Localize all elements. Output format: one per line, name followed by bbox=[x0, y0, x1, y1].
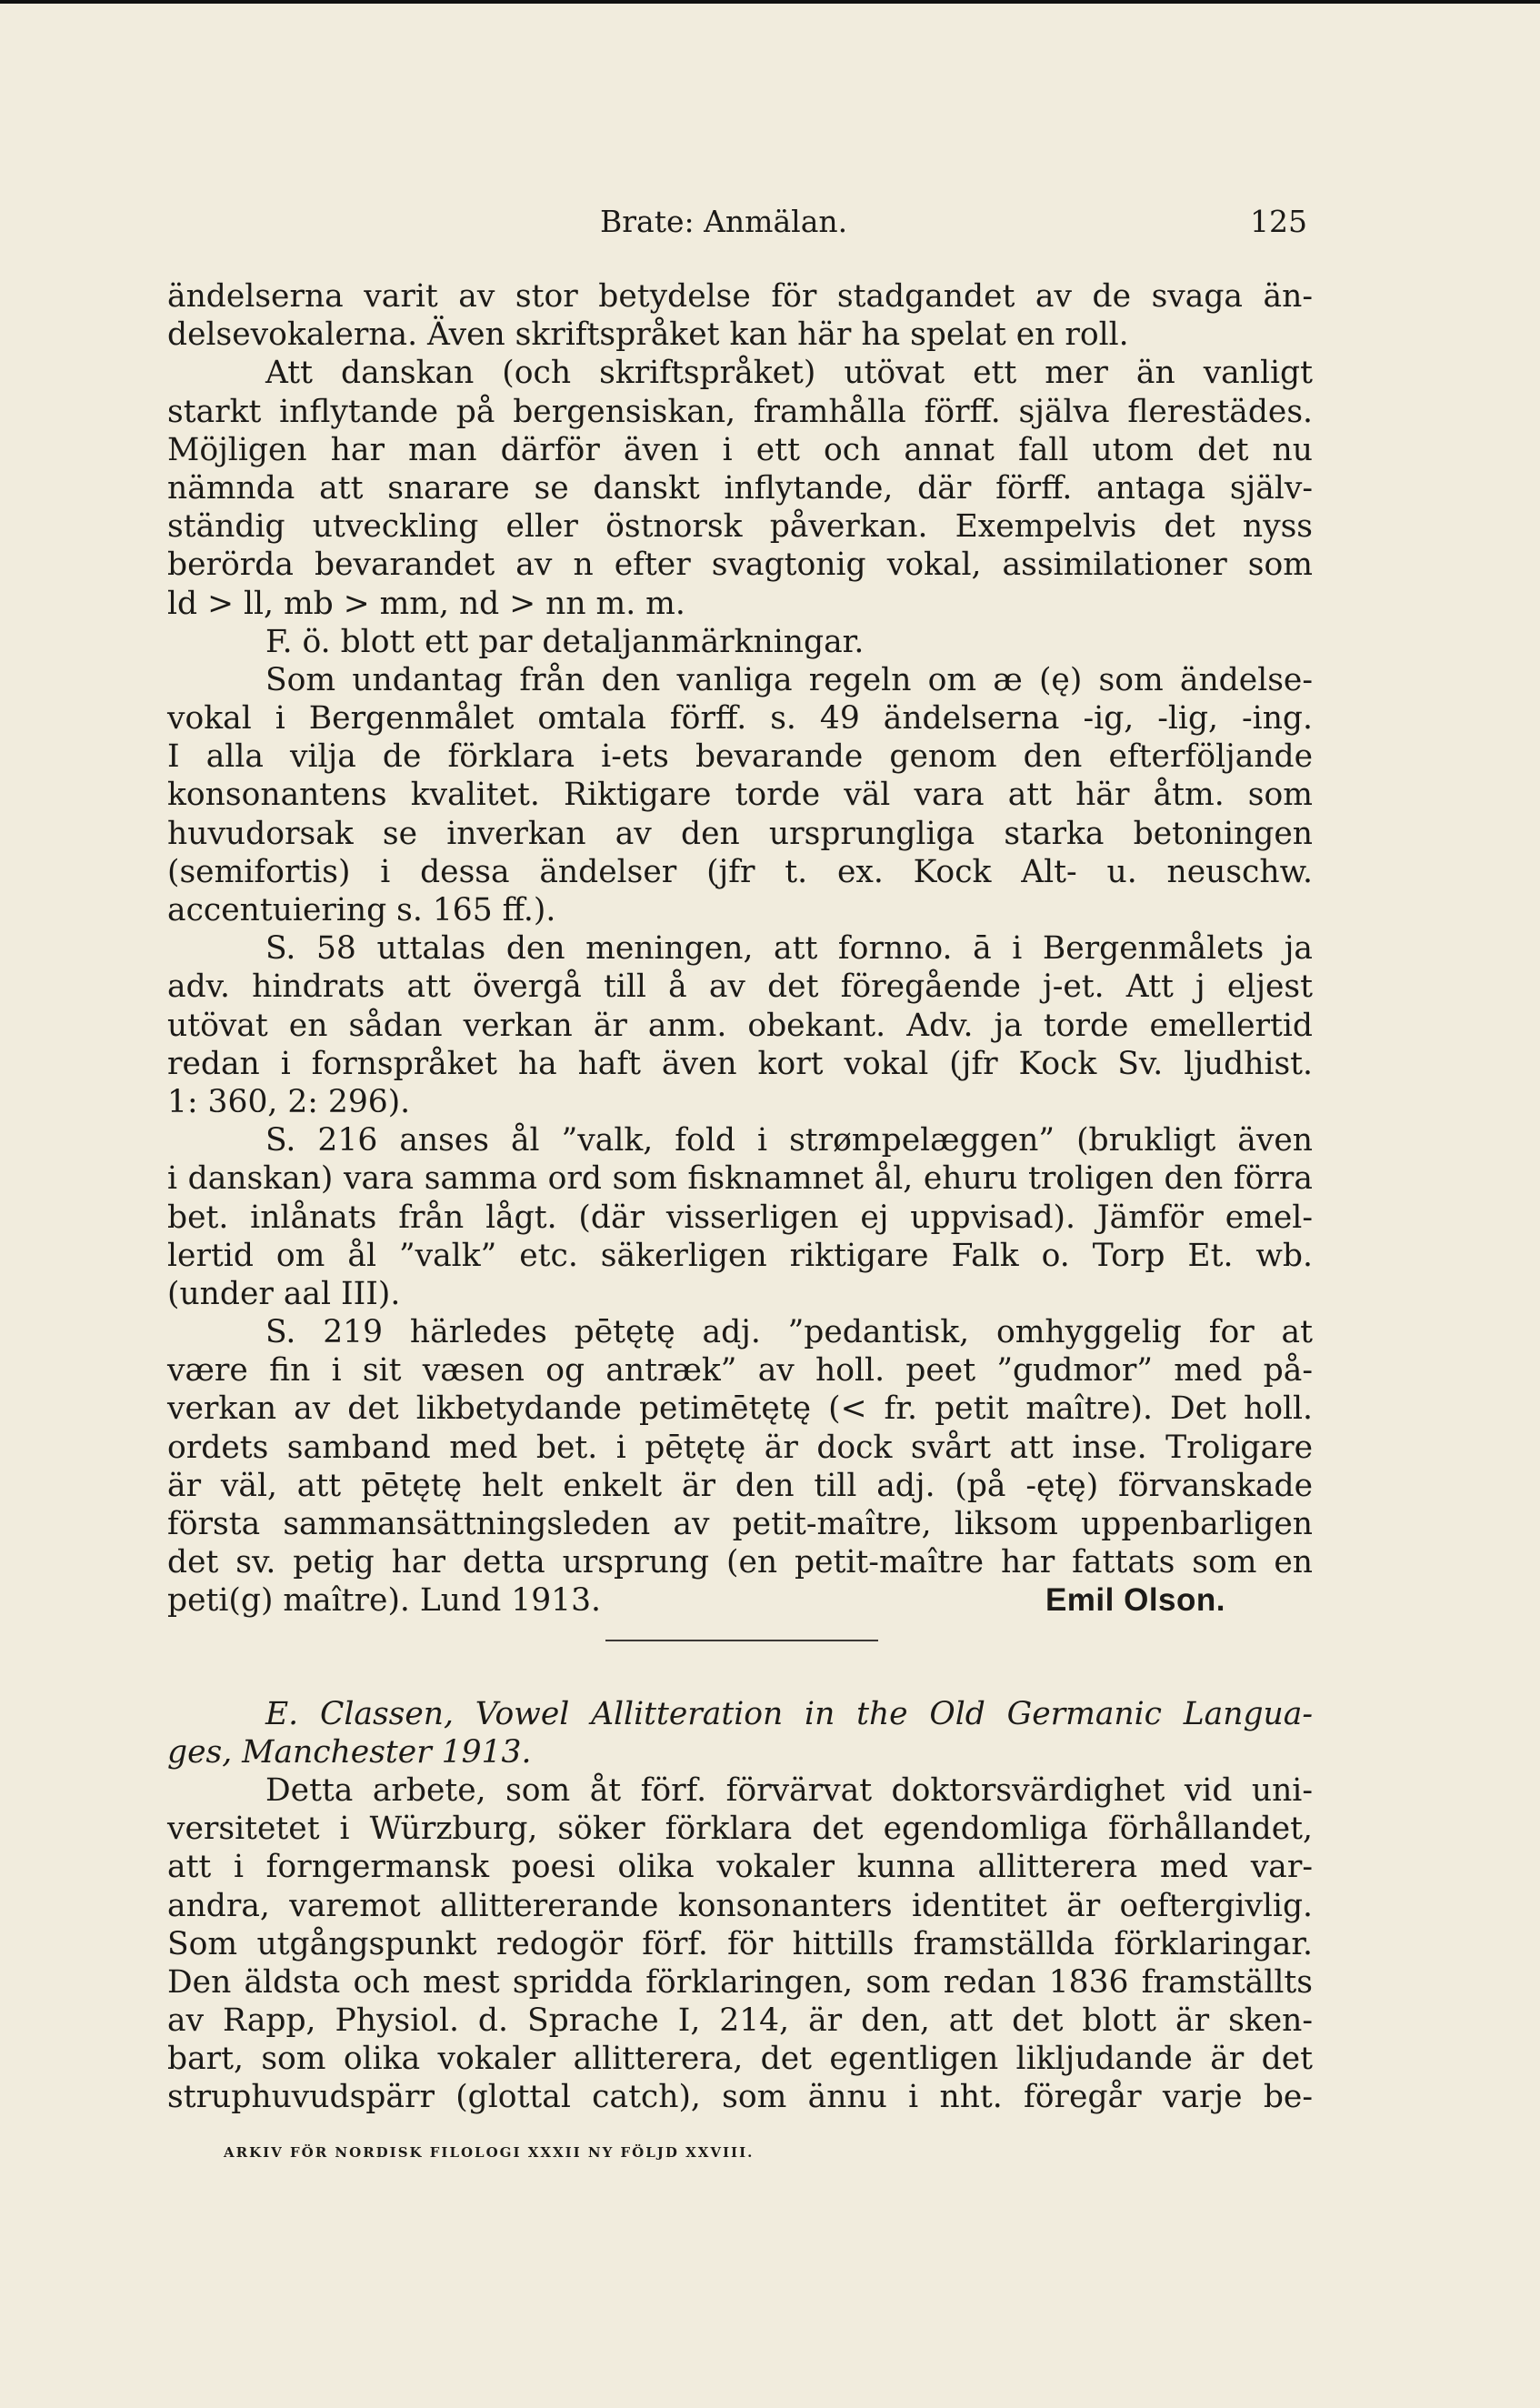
author-signature: Emil Olson. bbox=[1045, 1582, 1225, 1619]
review-title-line: E. Classen, Vowel Allitteration in the Old Germanic Langua- bbox=[265, 1695, 1313, 1732]
text-line: accentuiering s. 165 ff.). bbox=[167, 892, 556, 928]
text-line: berörda bevarandet av n efter svagtonig vokal, assimilationer som bbox=[167, 547, 1313, 584]
body-text bbox=[167, 277, 1313, 2117]
text-line: F. ö. blott ett par detaljanmärkningar. bbox=[265, 623, 865, 660]
text-line: delsevokalerna. Även skriftspråket kan här ha spelat en roll. bbox=[167, 316, 1129, 354]
review-line: versitetet i Würzburg, söker förklara det egendomliga förhållandet, bbox=[167, 1811, 1313, 1848]
text-line: adv. hindrats att övergå till å av det föregående j-et. Att j eljest bbox=[167, 968, 1313, 1006]
section-gap bbox=[167, 1659, 1313, 1695]
review-title-line: ges, Manchester 1913. bbox=[167, 1733, 532, 1771]
review-line: Detta arbete, som åt förf. förvärvat doktorsvärdighet vid uni- bbox=[265, 1771, 1313, 1809]
text-line: 1: 360, 2: 296). bbox=[167, 1083, 411, 1120]
review-line: struphuvudspärr (glottal catch), som ännu i nht. föregår varje be- bbox=[167, 2079, 1313, 2116]
review-line: av Rapp, Physiol. d. Sprache I, 214, är den, att det blott är sken- bbox=[167, 2002, 1313, 2040]
text-line: i danskan) vara samma ord som fisknamnet ål, ehuru troligen den förra bbox=[167, 1160, 1313, 1198]
text-line: (under aal III). bbox=[167, 1275, 401, 1312]
text-line: starkt inflytande på bergensiskan, framhålla förff. själva flerestädes. bbox=[167, 393, 1313, 430]
closing-text: peti(g) maître). Lund 1913. bbox=[167, 1582, 602, 1620]
section-divider bbox=[167, 1620, 1313, 1659]
text-line: ändelserna varit av stor betydelse för stadgandet av de svaga än- bbox=[167, 278, 1313, 315]
text-line: Möjligen har man därför även i ett och annat fall utom det nu bbox=[167, 431, 1313, 468]
text-line: nämnda att snarare se danskt inflytande, där förff. antaga själv- bbox=[167, 469, 1313, 507]
text-line: det sv. petig har detta ursprung (en petit-maître har fattats som en bbox=[167, 1544, 1313, 1581]
text-line: være fin i sit væsen og antræk” av holl. peet ”gudmor” med på- bbox=[167, 1352, 1313, 1390]
page-edge bbox=[0, 0, 1540, 4]
running-header bbox=[167, 204, 1313, 240]
review-line: Som utgångspunkt redogör förf. för hittills framställda förklaringar. bbox=[167, 1925, 1313, 1962]
text-line: S. 219 härledes pētętę adj. ”pedantisk, omhyggelig for at bbox=[265, 1314, 1313, 1351]
text-line: ld > ll, mb > mm, nd > nn m. m. bbox=[167, 585, 685, 622]
review-line: andra, varemot allittererande konsonanters identitet är oeftergivlig. bbox=[167, 1887, 1313, 1924]
text-line: huvudorsak se inverkan av den ursprungliga starka betoningen bbox=[167, 815, 1313, 852]
text-line: verkan av det likbetydande petimētętę (< fr. petit maître). Det holl. bbox=[167, 1390, 1313, 1428]
text-line-with-signature bbox=[167, 1581, 1313, 1620]
text-line: utövat en sådan verkan är anm. obekant. Adv. ja torde emellertid bbox=[167, 1007, 1313, 1044]
text-line: ständig utveckling eller östnorsk påverkan. Exempelvis det nyss bbox=[167, 508, 1313, 546]
text-line: I alla vilja de förklara i-ets bevarande genom den efterföljande bbox=[167, 738, 1313, 776]
text-line: Att danskan (och skriftspråket) utövat ett mer än vanligt bbox=[265, 355, 1313, 392]
text-line: första sammansättningsleden av petit-maître, liksom uppenbarligen bbox=[167, 1506, 1313, 1542]
text-line: är väl, att pētętę helt enkelt är den till adj. (på -ętę) förvanskade bbox=[167, 1467, 1313, 1504]
text-line: (semifortis) i dessa ändelser (jfr t. ex. Kock Alt- u. neuschw. bbox=[167, 853, 1313, 890]
signature-footer: ARKIV FÖR NORDISK FILOLOGI XXXII NY FÖLJD XXVIII. bbox=[224, 2144, 755, 2161]
text-line: vokal i Bergenmålet omtala förff. s. 49 ändelserna -ig, -lig, -ing. bbox=[167, 700, 1313, 737]
text-line: ordets samband med bet. i pētętę är dock svårt att inse. Troligare bbox=[167, 1429, 1313, 1466]
text-line: redan i fornspråket ha haft även kort vokal (jfr Kock Sv. ljudhist. bbox=[167, 1045, 1313, 1082]
text-line: Som undantag från den vanliga regeln om æ (ę) som ändelse- bbox=[265, 661, 1313, 698]
text-line: konsonantens kvalitet. Riktigare torde väl vara att här åtm. som bbox=[167, 777, 1313, 814]
text-line: S. 58 uttalas den meningen, att fornno. ā i Bergenmålets ja bbox=[265, 930, 1313, 968]
review-line: att i forngermansk poesi olika vokaler kunna allitterera med var- bbox=[167, 1849, 1313, 1886]
text-line: S. 216 anses ål ”valk, fold i strømpelæggen” (brukligt även bbox=[265, 1122, 1313, 1159]
review-line: Den äldsta och mest spridda förklaringen, som redan 1836 framställts bbox=[167, 1963, 1313, 2001]
running-title: Brate: Anmälan. bbox=[600, 204, 848, 239]
text-line: lertid om ål ”valk” etc. säkerligen riktigare Falk o. Torp Et. wb. bbox=[167, 1237, 1313, 1274]
text-line: bet. inlånats från lågt. (där visserligen ej uppvisad). Jämför emel- bbox=[167, 1199, 1313, 1236]
review-line: bart, som olika vokaler allitterera, det egentligen likljudande är det bbox=[167, 2041, 1313, 2078]
page-number: 125 bbox=[1250, 204, 1307, 239]
